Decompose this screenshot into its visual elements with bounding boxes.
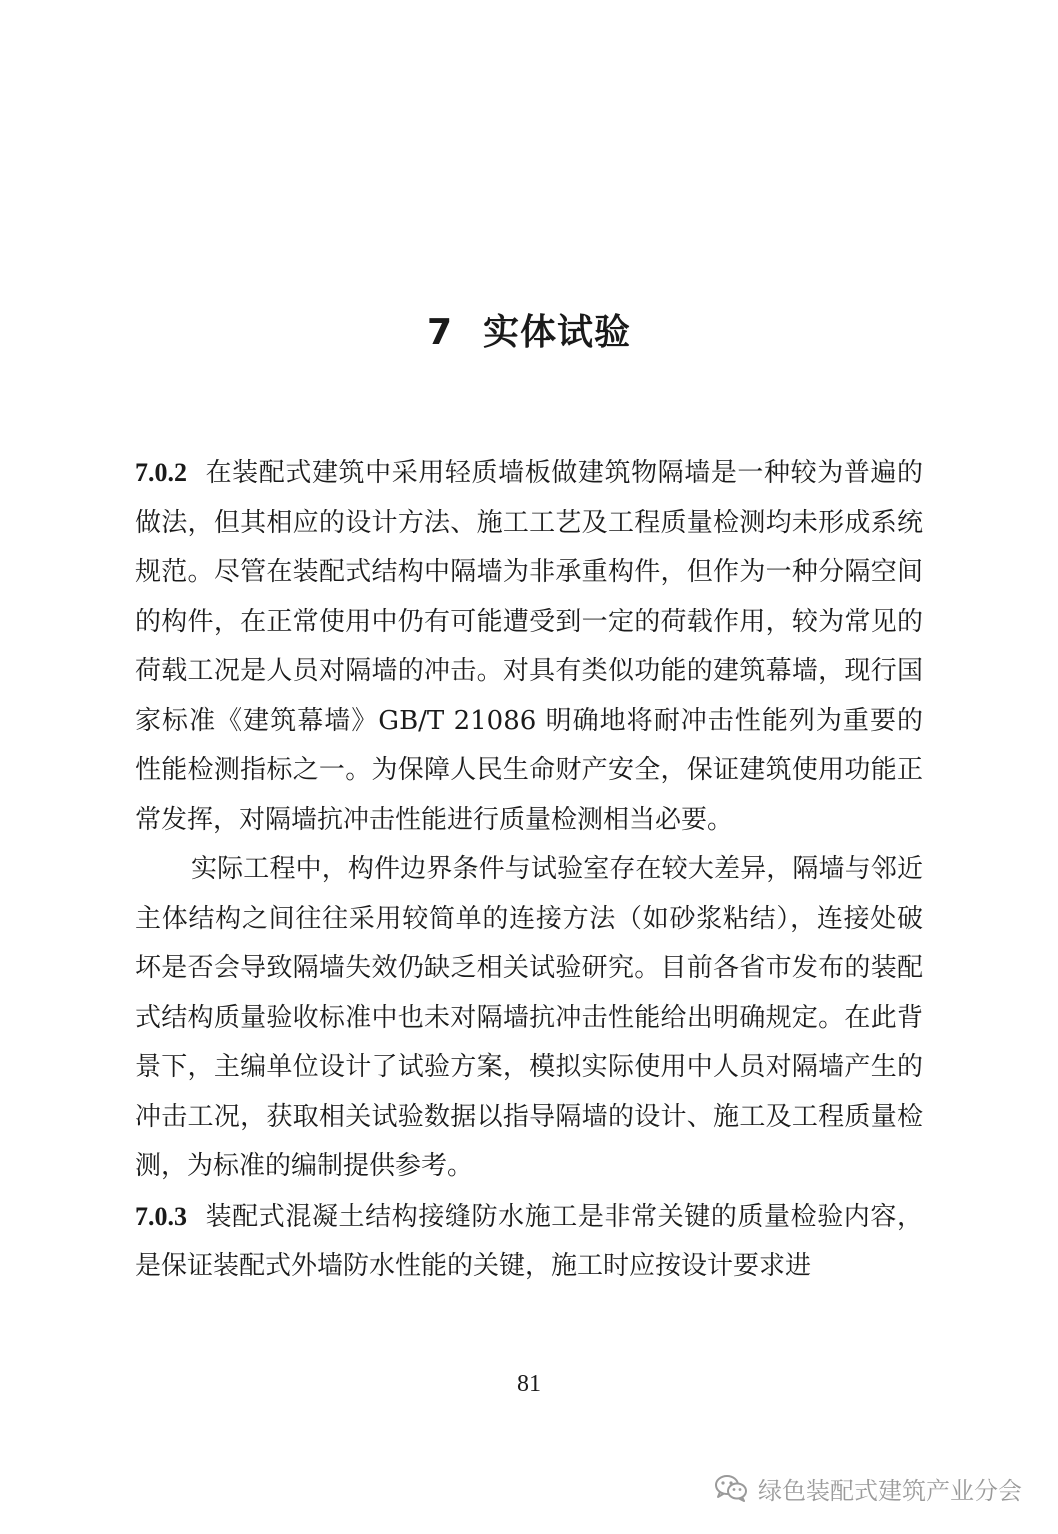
wechat-icon — [714, 1474, 748, 1502]
watermark — [714, 1470, 1022, 1506]
chapter-title: 实体试验 — [483, 312, 632, 353]
paragraph-continuation — [135, 845, 923, 1192]
paragraph-text: 实际工程中，构件边界条件与试验室存在较大差异，隔墙与邻近主体结构之间往往采用较简单的连接方法（如砂浆粘结），连接处破坏是否会导致隔墙失效仍缺乏相关试验研究。目前各省市发布的装配式结构质量验收标准中也未对隔墙抗冲击性能给出明确规定。在此背景下，主编单位设计了试验方案，模拟实际使用中人员对隔墙产生的冲击工况，获取相关试验数据以指导隔墙的设计、施工及工程质量检测，为标准的编制提供参考。 — [135, 854, 923, 1181]
paragraph-clause-7-0-3 — [135, 1192, 923, 1292]
chapter-heading — [0, 305, 1058, 361]
paragraph-text: 在装配式建筑中采用轻质墙板做建筑物隔墙是一种较为普遍的做法，但其相应的设计方法、施工工艺及工程质量检测均未形成系统规范。尽管在装配式结构中隔墙为非承重构件，但作为一种分隔空间的构件，在正常使用中仍有可能遭受到一定的荷载作用，较为常见的荷载工况是人员对隔墙的冲击。对具有类似功能的建筑幕墙，现行国家标准《建筑幕墙》GB/T 21086 明确地将耐冲击性能列为重要的性能检测指标之一。为保障人民生命财产安全，保证建筑使用功能正常发挥，对隔墙抗冲击性能进行质量检测相当必要。 — [135, 458, 923, 835]
page-number: 81 — [517, 1371, 541, 1397]
paragraph-clause-7-0-2 — [135, 448, 923, 845]
body-text — [135, 448, 923, 1292]
watermark-text: 绿色装配式建筑产业分会 — [758, 1476, 1022, 1505]
clause-number: 7.0.2 — [135, 458, 187, 487]
paragraph-text: 装配式混凝土结构接缝防水施工是非常关键的质量检验内容，是保证装配式外墙防水性能的关键，施工时应按设计要求进 — [135, 1201, 923, 1281]
chapter-number: 7 — [426, 312, 454, 353]
clause-number: 7.0.3 — [135, 1201, 187, 1231]
